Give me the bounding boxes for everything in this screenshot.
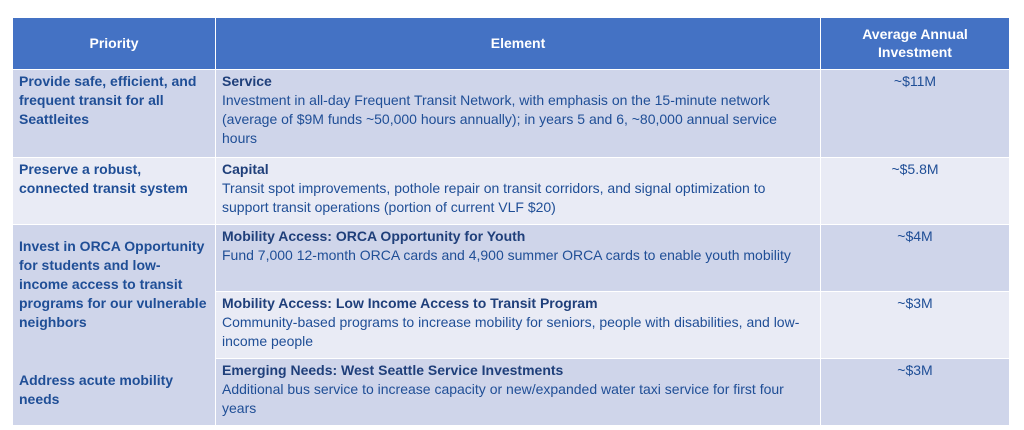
element-cell <box>216 359 821 426</box>
element-description: Fund 7,000 12-month ORCA cards and 4,900 summer ORCA cards to enable youth mobility <box>222 247 791 263</box>
element-description: Additional bus service to increase capacity or new/expanded water taxi service for first four years <box>222 381 784 416</box>
priority-cell: Preserve a robust, connected transit system <box>13 158 216 225</box>
element-cell <box>216 292 821 359</box>
header-priority: Priority <box>13 18 216 70</box>
element-description: Community-based programs to increase mobility for seniors, people with disabilities, and low-income people <box>222 314 800 349</box>
investment-cell: ~$4M <box>821 225 1010 292</box>
element-title: Service <box>222 73 272 89</box>
investment-cell: ~$3M <box>821 359 1010 426</box>
priority-cell: Invest in ORCA Opportunity for students and low-income access to transit programs for our vulnerable neighbors <box>13 225 216 359</box>
element-description: Investment in all-day Frequent Transit Network, with emphasis on the 15-minute network (average of $9M funds ~50,000 hours annually); in years 5 and 6, ~80,000 annual service hours <box>222 92 777 146</box>
table-row <box>13 70 1010 158</box>
table-row <box>13 225 1010 292</box>
element-description: Transit spot improvements, pothole repair on transit corridors, and signal optimization to support transit operations (portion of current VLF $20) <box>222 180 766 215</box>
investment-table <box>12 17 1010 426</box>
investment-cell: ~$5.8M <box>821 158 1010 225</box>
element-title: Capital <box>222 161 269 177</box>
element-title: Emerging Needs: West Seattle Service Investments <box>222 362 564 378</box>
element-cell <box>216 225 821 292</box>
priority-cell: Provide safe, efficient, and frequent transit for all Seattleites <box>13 70 216 158</box>
investment-cell: ~$3M <box>821 292 1010 359</box>
element-cell <box>216 158 821 225</box>
table-row <box>13 158 1010 225</box>
element-cell <box>216 70 821 158</box>
header-investment: Average Annual Investment <box>821 18 1010 70</box>
element-title: Mobility Access: Low Income Access to Transit Program <box>222 295 598 311</box>
header-element: Element <box>216 18 821 70</box>
table-row <box>13 359 1010 426</box>
element-title: Mobility Access: ORCA Opportunity for Youth <box>222 228 526 244</box>
investment-cell: ~$11M <box>821 70 1010 158</box>
header-row <box>13 18 1010 70</box>
priority-cell: Address acute mobility needs <box>13 359 216 426</box>
